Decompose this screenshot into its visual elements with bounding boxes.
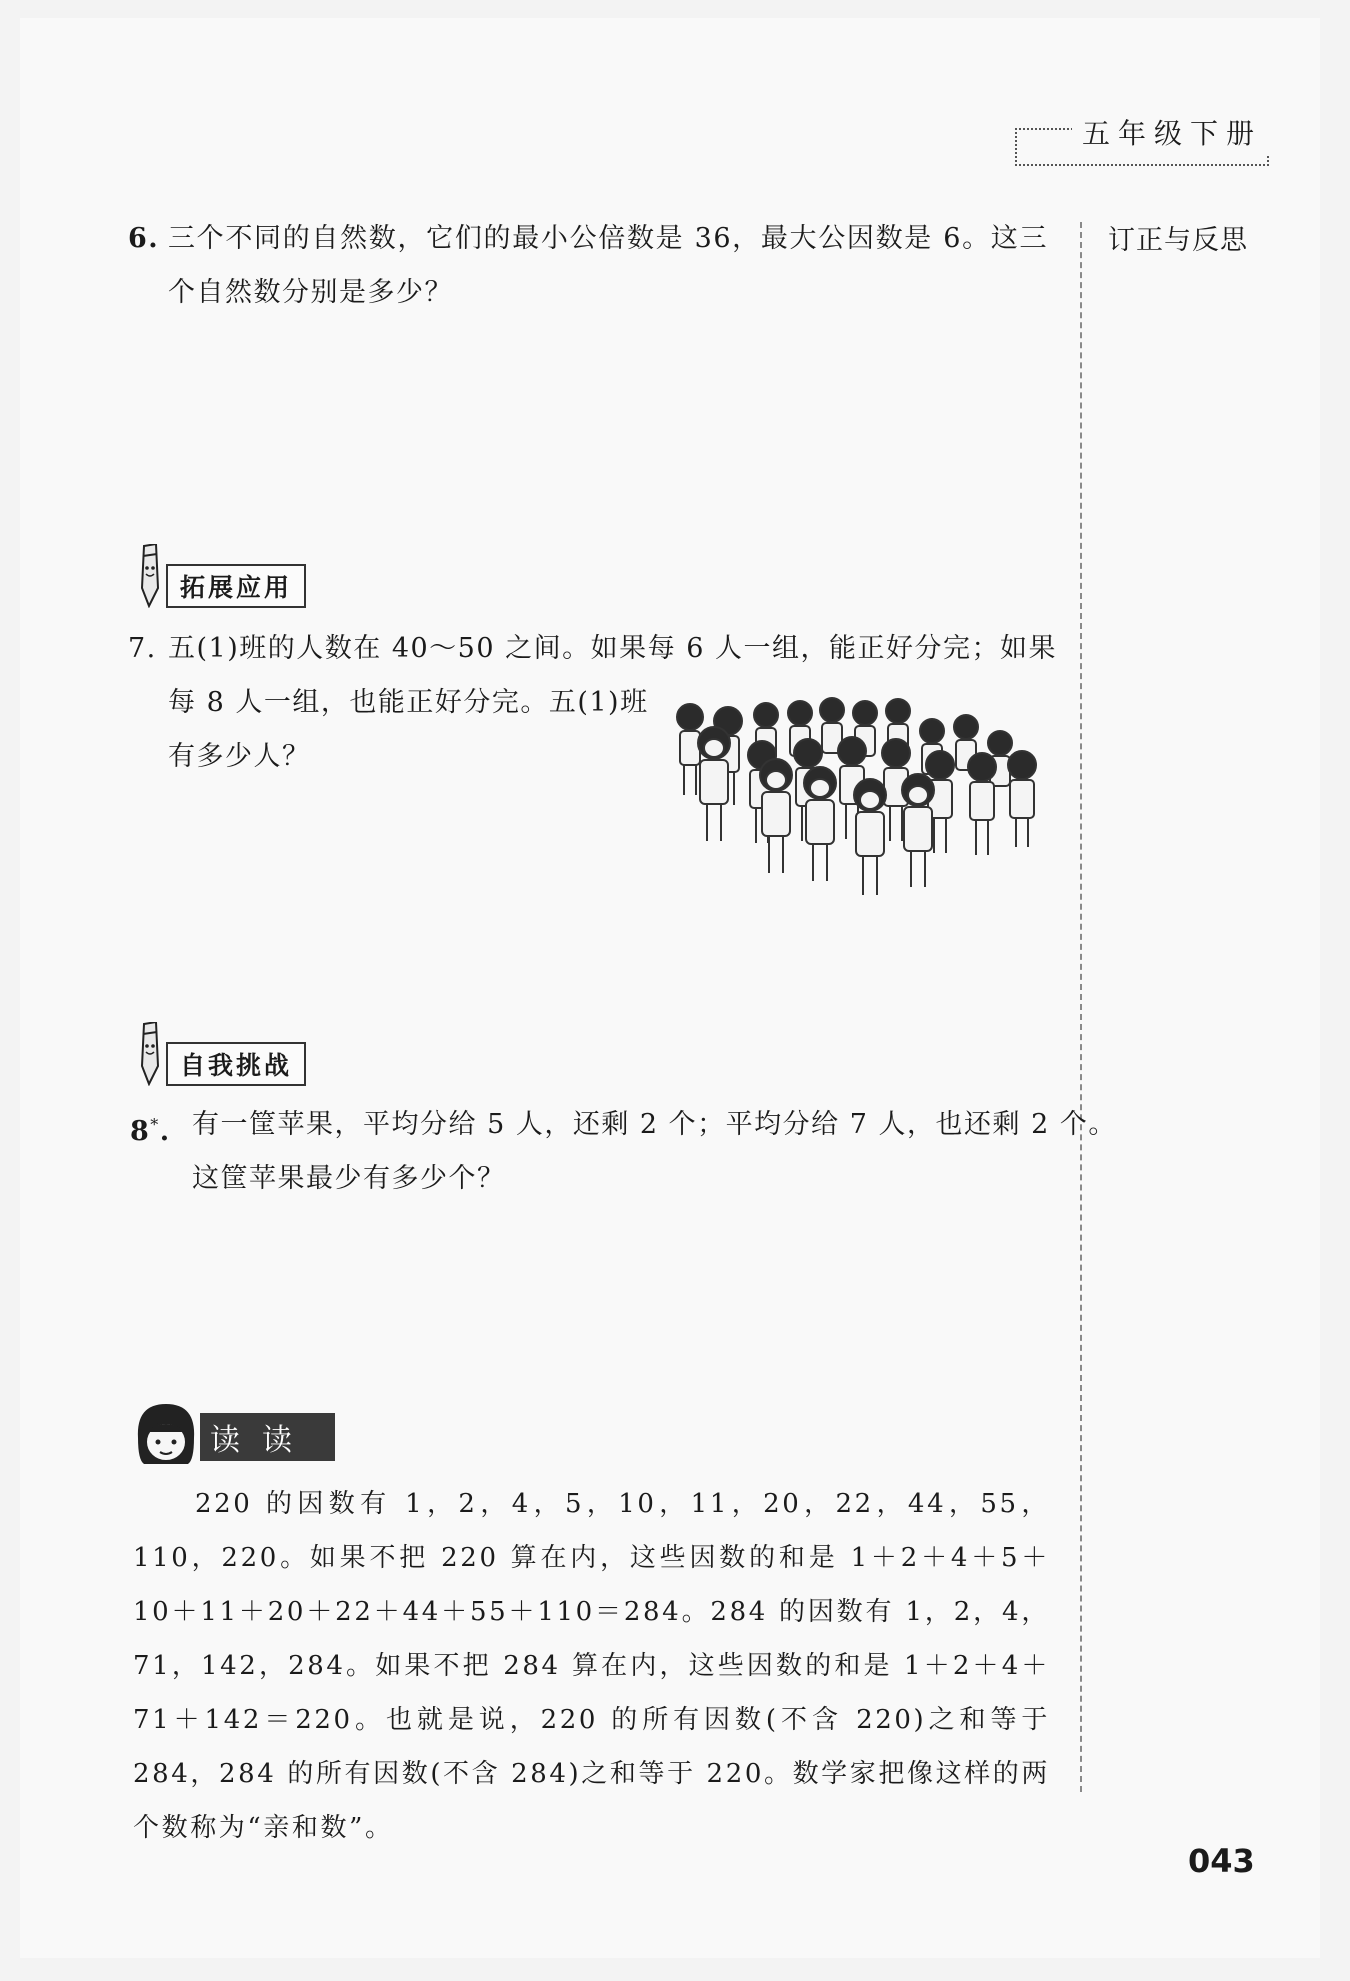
- question-8-line-2: 这筐苹果最少有多少个？: [192, 1163, 506, 1194]
- pencil-icon: [136, 544, 162, 608]
- margin-divider: [1080, 222, 1082, 1792]
- reading-passage: [133, 1477, 1050, 1855]
- question-8-number: 8*.: [130, 1115, 171, 1147]
- question-8-line-1: 有一筐苹果，平均分给 5 人，还剩 2 个；平均分给 7 人，也还剩 2 个。: [192, 1109, 1117, 1140]
- reading-text: 220 的因数有 1，2，4，5，10，11，20，22，44，55，110，220。如果不把 220 算在内，这些因数的和是 1＋2＋4＋5＋10＋11＋20＋22＋44＋55＋110＝284。284 的因数有 1，2，4，71，142，284。如果不把 284 算在内，这些因数的和是 1＋2＋4＋71＋142＝220。也就是说，220 的所有因数(不含 220)之和等于 284，284 的所有因数(不含 284)之和等于 220。数学家把像这样的两个数称为“亲和数”。: [133, 1489, 1050, 1843]
- question-number: 6.: [128, 223, 160, 254]
- question-7-number: 7.: [128, 633, 157, 664]
- pencil-icon: [136, 1022, 162, 1086]
- question-number: 8: [130, 1116, 151, 1147]
- page-number: 043: [1188, 1842, 1255, 1880]
- challenge-star: *: [150, 1115, 160, 1134]
- question-7-line-1: 五(1)班的人数在 40～50 之间。如果每 6 人一组，能正好分完；如果: [168, 633, 1057, 664]
- students-group-illustration: [670, 695, 1050, 900]
- section-extension: [136, 566, 306, 606]
- girl-reading-icon: [130, 1398, 202, 1470]
- question-6-text: 三个不同的自然数，它们的最小公倍数是 36，最大公因数是 6。这三个自然数分别是多少？: [168, 223, 1048, 308]
- question-7-line-2: 每 8 人一组，也能正好分完。五(1)班: [168, 687, 649, 718]
- reading-tab: 读读: [200, 1413, 335, 1461]
- section-title: 自我挑战: [166, 1042, 306, 1086]
- correction-reflection-label: 订正与反思: [1108, 225, 1248, 256]
- section-title: 拓展应用: [166, 564, 306, 608]
- question-7-line-3: 有多少人？: [168, 741, 311, 772]
- section-challenge: [136, 1044, 306, 1084]
- grade-label: 五年级下册: [1072, 110, 1272, 154]
